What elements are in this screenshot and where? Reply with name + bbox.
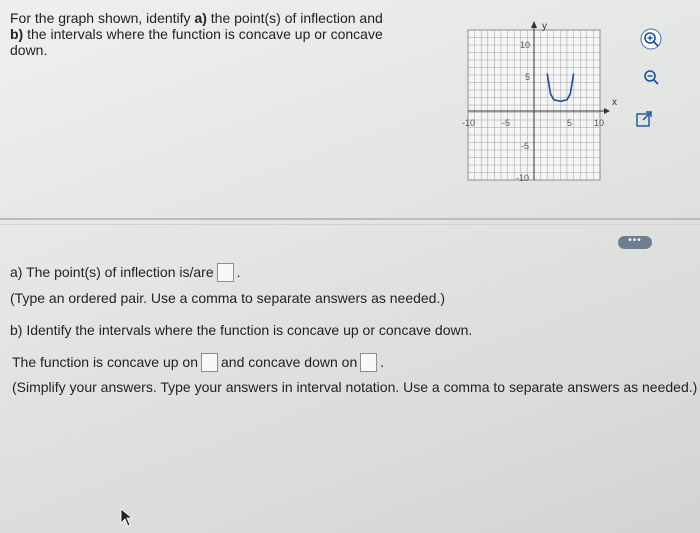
part-a-marker: a): [194, 10, 207, 26]
question-text-part: the intervals where the function is concave up or concave: [23, 26, 383, 42]
part-a-label: a) The point(s) of inflection is/are: [10, 264, 214, 280]
question-text-part: For the graph shown, identify: [10, 10, 195, 26]
concave-up-answer-box[interactable]: [201, 353, 218, 372]
question-text: [10, 10, 430, 58]
part-b-hint: (Simplify your answers. Type your answers in interval notation. Use a comma to separate answers as needed.): [12, 379, 698, 395]
y-tick-label-neg10: -10: [516, 173, 530, 183]
question-text-part: the point(s) of inflection and: [206, 10, 383, 26]
part-a-period: .: [236, 264, 241, 280]
x-axis-label: x: [612, 97, 617, 108]
part-b-label: b) Identify the intervals where the function is concave up or concave down.: [10, 322, 473, 338]
concave-down-label: and concave down on: [221, 354, 358, 370]
part-b-marker: b): [10, 26, 24, 42]
mouse-cursor-icon: [120, 508, 134, 528]
y-tick-label-10: 10: [520, 40, 531, 50]
x-tick-label-neg10: -10: [462, 118, 476, 128]
y-tick-label-neg5: -5: [521, 141, 530, 151]
y-axis-label: y: [542, 21, 547, 32]
concave-down-answer-box[interactable]: [360, 353, 377, 372]
part-a-prompt: [10, 263, 241, 282]
question-line-1: [10, 10, 430, 26]
part-b-prompt: [12, 353, 384, 372]
question-line-2: [10, 26, 430, 42]
zoom-in-icon[interactable]: [640, 28, 662, 50]
part-a-hint: (Type an ordered pair. Use a comma to separate answers as needed.): [10, 290, 446, 306]
section-divider: [0, 218, 700, 220]
open-external-icon[interactable]: [633, 108, 655, 130]
function-graph: [458, 18, 628, 188]
inflection-point-answer-box[interactable]: [217, 263, 234, 282]
more-options-button[interactable]: •••: [618, 236, 652, 249]
question-line-3: down.: [10, 42, 48, 58]
zoom-out-icon[interactable]: [640, 66, 662, 88]
part-b-period: .: [380, 354, 385, 370]
y-tick-label-5: 5: [525, 72, 531, 82]
x-tick-label-neg5: -5: [502, 118, 511, 128]
x-tick-label-5: 5: [567, 118, 573, 128]
x-tick-label-10: 10: [594, 118, 605, 128]
x-axis-arrow: [604, 108, 610, 114]
concave-up-label: The function is concave up on: [12, 354, 199, 370]
y-axis-arrow: [531, 21, 537, 28]
section-divider-shadow: [0, 224, 700, 225]
